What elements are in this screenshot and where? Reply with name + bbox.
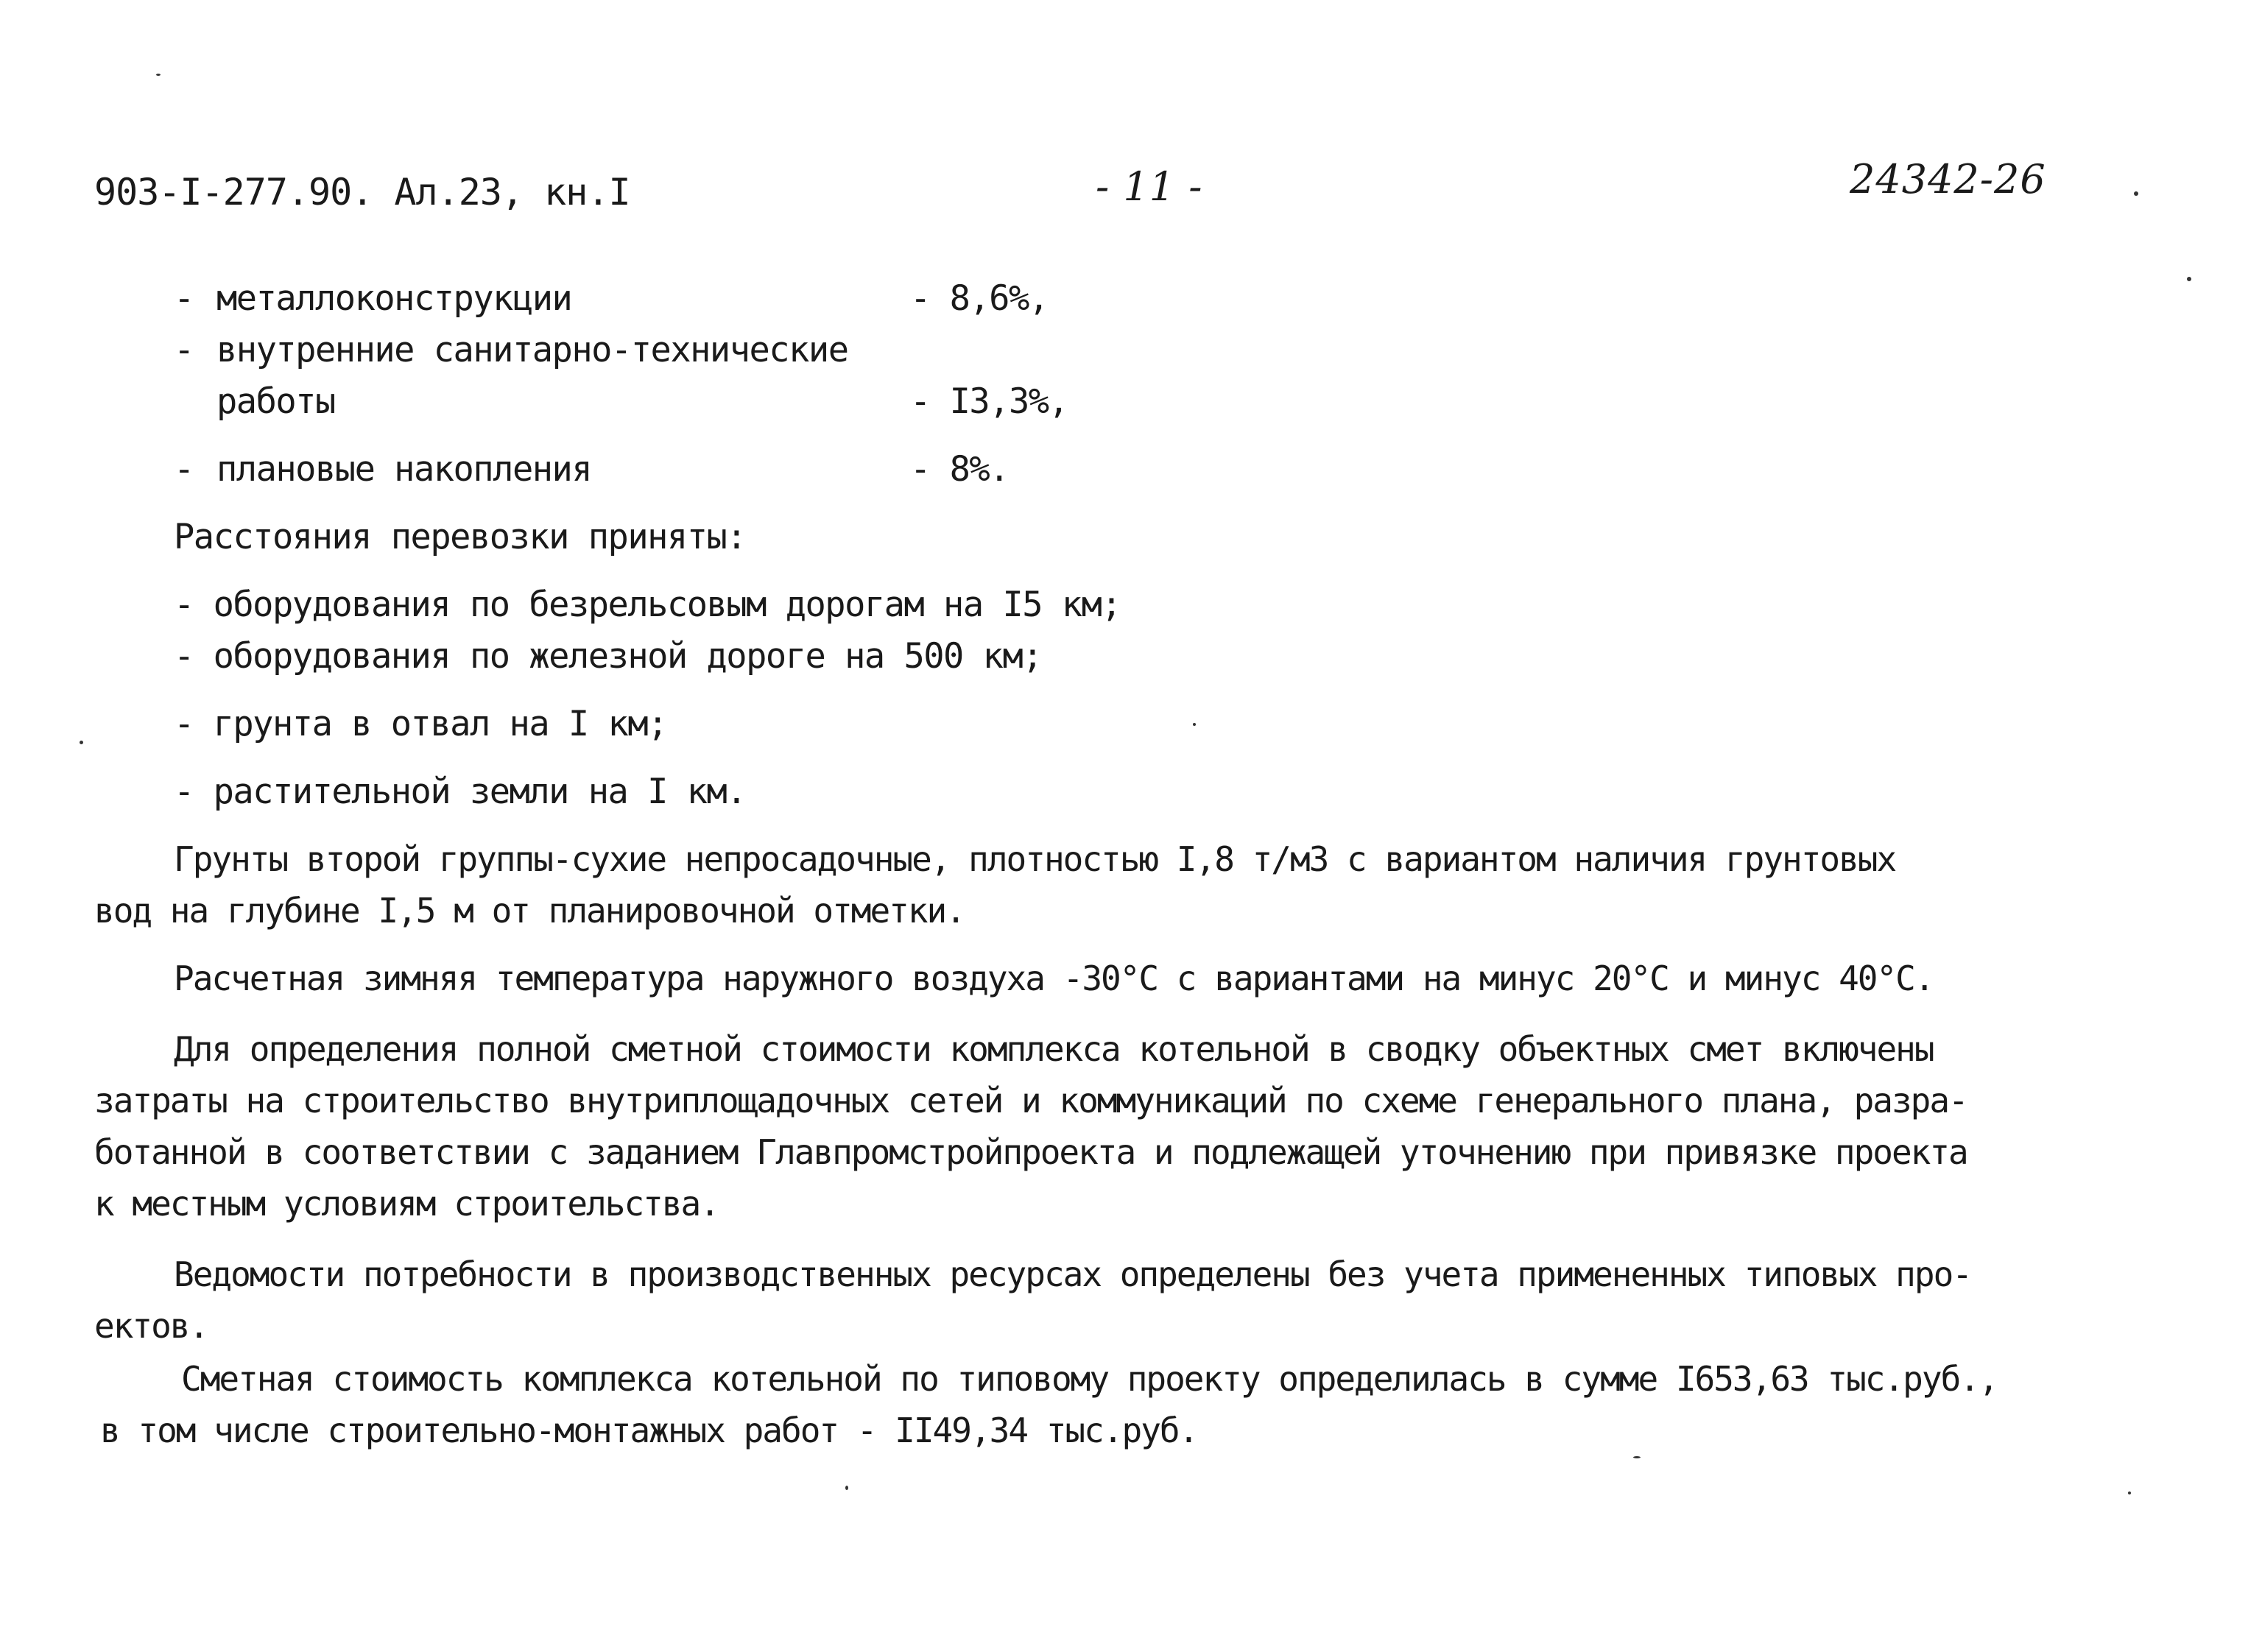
list-item: - растительной земли на I км. (174, 772, 747, 812)
scan-speck (1193, 723, 1196, 726)
scan-speck (2187, 277, 2191, 281)
paragraph-line: ботанной в соответствии с заданием Главпромстройпроекта и подлежащей уточнению при привязке проекта (94, 1132, 1967, 1172)
cost-item-value: - I3,3%, (910, 381, 1068, 422)
scan-speck (2134, 191, 2138, 196)
document-code: 903-I-277.90. Ал.23, кн.I (94, 171, 630, 213)
cost-item: - металлоконструкции (174, 278, 572, 319)
paragraph-line: затраты на строительство внутриплощадочных сетей и коммуникаций по схеме генерального плана, разра- (94, 1081, 1967, 1120)
list-item: - оборудования по железной дороге на 500 км; (174, 636, 1043, 677)
paragraph-line: Расчетная зимняя температура наружного воздуха -30°С с вариантами на минус 20°С и минус 40°С. (174, 959, 1934, 998)
scan-speck (2128, 1492, 2131, 1494)
paragraph-line: к местным условиям строительства. (94, 1184, 719, 1224)
inventory-number: 24342-26 (1850, 156, 2046, 202)
paragraph-line: Ведомости потребности в производственных ресурсах определены без учета примененных типовых про- (174, 1254, 1971, 1294)
scan-speck (1633, 1456, 1641, 1458)
paragraph-line: ектов. (94, 1306, 208, 1346)
cost-item-label: внутренние санитарно-технические (216, 330, 848, 370)
scan-speck (156, 74, 161, 76)
paragraph-line: вод на глубине I,5 м от планировочной отметки. (94, 891, 965, 931)
section-heading: Расстояния перевозки приняты: (174, 517, 747, 557)
paragraph-line: в том числе строительно-монтажных работ - II49,34 тыс.руб. (100, 1411, 1198, 1450)
cost-item-value: - 8%. (910, 449, 1009, 490)
page-number: - 11 - (1096, 163, 1203, 210)
list-item: - грунта в отвал на I км; (174, 704, 667, 744)
cost-item: - плановые накопления (174, 449, 592, 490)
scan-speck (845, 1486, 848, 1490)
cost-item-label-continued: работы (216, 381, 335, 422)
list-item: - оборудования по безрельсовым дорогам на I5 км; (174, 585, 1121, 625)
paragraph-line: Грунты второй группы-сухие непросадочные, плотностью I,8 т/м3 с вариантом наличия грунтовых (174, 839, 1896, 879)
paragraph-line: Сметная стоимость комплекса котельной по типовому проекту определилась в сумме I653,63 тыс.руб., (181, 1359, 1998, 1399)
cost-item-value: - 8,6%, (910, 278, 1049, 319)
scan-speck (80, 741, 83, 744)
cost-item-label: плановые накопления (216, 449, 592, 490)
cost-item: - внутренние санитарно-технические (174, 330, 848, 370)
cost-item-label: металлоконструкции (216, 278, 572, 319)
paragraph-line: Для определения полной сметной стоимости комплекса котельной в сводку объектных смет включены (174, 1029, 1934, 1069)
